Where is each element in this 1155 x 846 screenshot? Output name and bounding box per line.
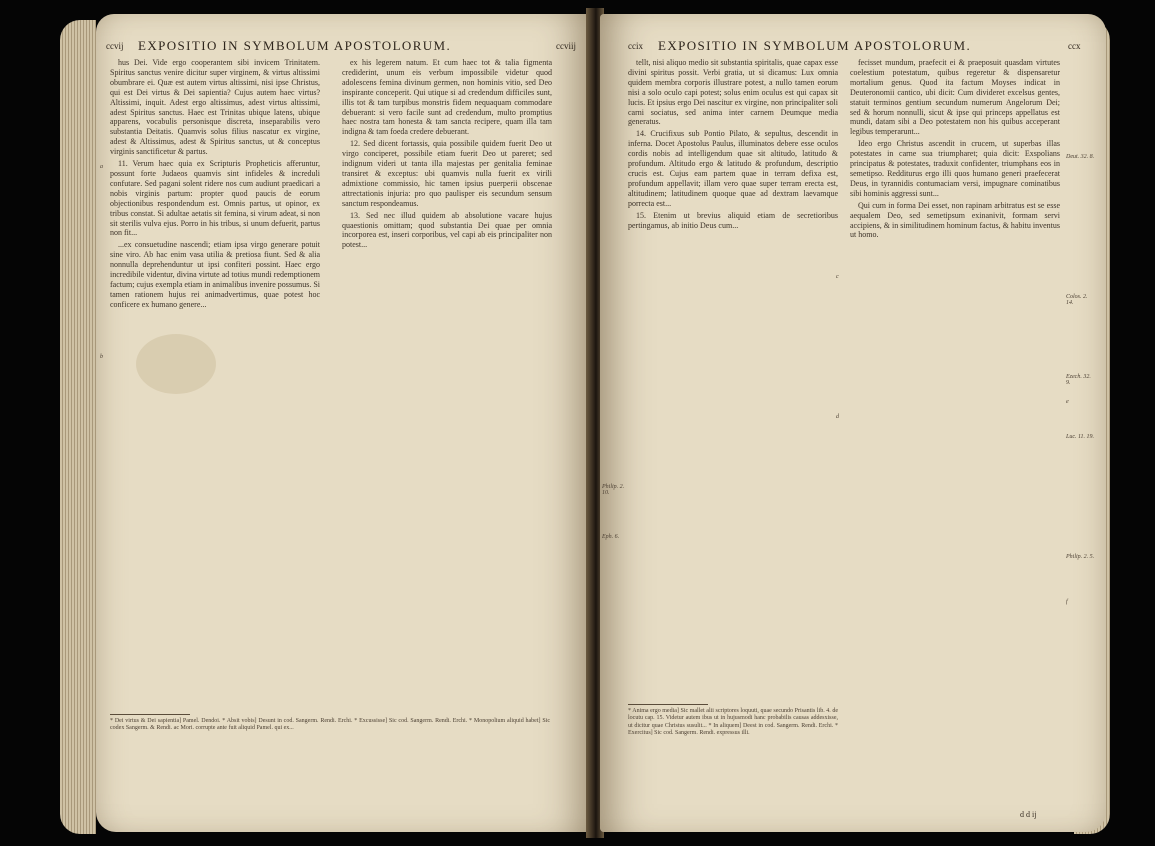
left-title: EXPOSITIO IN SYMBOLUM APOSTOLORUM.: [138, 38, 452, 53]
left-column-1: [110, 58, 320, 698]
paragraph: ...ex consuetudine nascendi; etiam ipsa virgo generare potuit sine viro. Ab hac enim vasa utilia & pretiosa fiunt. Sed & alia nonnulla deprehenduntur ut ipsi confiteri possint. Haec ergo incredibile videntur, divina virtute ad totius mundi redemptionem factum; cujus exempla etiam in animalibus invenire possumus. Si tamen rationem hujus rei animadvertimus, quae potest hoc conficere ex humano genere...: [110, 240, 320, 309]
right-footnotes: [628, 708, 838, 738]
paragraph: 15. Etenim ut brevius aliquid etiam de secretioribus pertingamus, ab initio Deus cum...: [628, 210, 838, 230]
left-page: [96, 14, 590, 832]
left-column-2: [342, 58, 552, 698]
paragraph: ex his legerem natum. Et cum haec tot & talia figmenta crediderint, unum eis verbum impossibile videtur quod adolescens femina divinum germen, non hominis vitio, sed Deo inspirante conceperit. Qui utique si ad credendum difficiles sunt, illis tot & tam turpibus monstris fidem nequaquam commodare debuerant: si vero facile sunt ad credendum, multo promptius haec nostra tam honesta & tam sancta recipere, quam illa tam indigna & tam foeda credere debuerant.: [342, 58, 552, 137]
right-page-number: ccx: [1068, 41, 1081, 51]
margin-letter: a: [100, 164, 103, 170]
left-page-number: ccvij: [106, 41, 124, 51]
left-page-edges: [60, 20, 96, 834]
paragraph: 13. Sed nec illud quidem ab absolutione vacare hujus quaestionis omittam; quod substantia Dei quae per omnia incorporea est, inseri corporibus, vel capi ab eis principaliter non potest...: [342, 210, 552, 250]
paragraph: hus Dei. Vide ergo cooperantem sibi invicem Trinitatem. Spiritus sanctus venire dicitur super virginem, & virtus altissimi obumbrare ei. Quæ est autem virtus altissimi, nisi ipse Christus, qui est Dei virtus & Dei sapientia? Cujus autem haec virtus? Altissimi, inquit. Adest ergo altissimus, adest virtus altissimi, adest Spiritus sanctus. Haec est Trinitas ubique latens, ubique apparens, vocabulis personisque discreta, inseparabilis vero substantia Deitatis. Quamvis solus filius nascatur ex virgine, adest & Altissimus, adest & Spiritus sanctus, ut & conceptus virginis sanctificetur & partus.: [110, 58, 320, 157]
margin-reference: Deut. 32. 8.: [1066, 154, 1095, 160]
right-column-2: [850, 58, 1060, 778]
margin-reference: Eph. 6.: [602, 534, 620, 540]
footnote-rule: [110, 714, 190, 715]
margin-reference: Philip. 2. 5.: [1066, 554, 1095, 560]
margin-letter: b: [100, 354, 103, 360]
paragraph: Ideo ergo Christus ascendit in crucem, ut superbas illas potestates in carne sua triumpharet; quia dicit: Exspolians principatus & potestates, traduxit confidenter, triumphans eos in semetipso. Redditurus ergo illi quos humano generi praefecerat Deus, in tyrannidis contumaciam versi, impugnare cominatibus sibi hominis aggressi sunt...: [850, 139, 1060, 198]
signature-mark: d d ij: [1020, 810, 1037, 819]
paragraph: 12. Sed dicent fortassis, quia possibile quidem fuerit Deo ut virgo conciperet, possibile etiam fuerit Deo ut pareret; sed indignum videri ut tanta illa majestas per genitalia feminae transiret & exceptus: ubi quamvis nulla fuerit ex virili admixtione commissio, hic tamen ipsius puerperii obscenae attrectationis injuria: pro quo paulisper eis secundum sensum sanctum respondeamus.: [342, 139, 552, 208]
left-page-number-2: ccviij: [556, 41, 576, 51]
paragraph: 11. Verum haec quia ex Scripturis Propheticis afferuntur, possunt forte Judaeos quamvis sint infideles & increduli confutare. Sed pagani solent ridere nos cum audiunt praedicari a nobis virginis partum: propter quod paucis de eorum objectionibus respondendum est. Omnis partus, ut opinor, ex tribus constat. Si adultae aetatis sit femina, si virum adeat, si non sit sterilis vulva ejus. Porro in his tribus, si unum defuerit, partus non fit...: [110, 159, 320, 238]
right-column-1: [628, 58, 838, 698]
open-book: [60, 8, 1110, 838]
margin-reference: Philip. 2. 10.: [602, 484, 625, 496]
margin-letter: d: [836, 414, 839, 420]
paragraph: Qui cum in forma Dei esset, non rapinam arbitratus est se esse aequalem Deo, sed semetipsum exinanivit, formam servi accipiens, & in similitudinem hominum factus, & habitu inventus ut homo.: [850, 200, 1060, 240]
right-page-number-left: ccix: [628, 41, 643, 51]
footnote-text: * Dei virtus & Dei sapientia] Pamel. Dendoi. * Absit vobis] Desunt in cod. Sangerm. Rendi. Erchi. * Excussisse] Sic cod. Sangerm. Rendi. Erchi. * Monopolium aliquid habet] Sic codex Sangerm. & Rendi. ac Mori. corrupte ante fuit aliquid Pamel. qui ex...: [110, 718, 550, 732]
right-page: [600, 14, 1106, 832]
left-footnotes: [110, 718, 550, 733]
paragraph: fecisset mundum, praefecit ei & praeposuit quasdam virtutes coelestium potestatum, quibus regeretur & dispensaretur mortalium genus. Quod ita factum Moyses indicat in Deuteronomii cantico, ubi dicit: Cum divideret excelsus gentes, statuit terminos gentium secundum numerum Angelorum Dei; sed & horum nonnulli, sicut & ipse qui princeps appellatus est mundi, datam sibi a Deo potestatem non his quibus acceperant legibus temperarunt...: [850, 58, 1060, 137]
paragraph: tellt, nisi aliquo medio sit substantia spiritalis, quae capax esse divini spiritus possit. Verbi gratia, ut si dicamus: Lux omnia quidem membra corporis illustrare potest, a nullo tamen eorum nisi a solo oculo capi potest; solus enim oculus est qui capax sit lucis. Et ipsius ergo Dei nascitur ex virgine, non principaliter soli carni sociatus, sed anima inter carnem Deumque media generatus.: [628, 58, 838, 127]
margin-letter: e: [1066, 399, 1069, 405]
margin-reference: Colos. 2. 14.: [1066, 294, 1088, 306]
margin-letter: f: [1066, 599, 1068, 605]
margin-reference: Ezech. 32. 9.: [1066, 374, 1091, 386]
paragraph: 14. Crucifixus sub Pontio Pilato, & sepultus, descendit in inferna. Docet Apostolus Paulus, illuminatos debere esse oculos cordis nobis ad intelligendum quae sit altitudo, latitudo & profundum. Altitudo ergo & latitudo & profundum, descriptio crucis est. Cujus eam partem quae in terram defixa est, profundum appellavit; illam vero quae super terram erecta est, altitudinem; latitudinem quoque quae ad dextram laevamque porrecta est...: [628, 129, 838, 208]
footnote-rule: [628, 704, 708, 705]
margin-letter: c: [836, 274, 839, 280]
margin-reference: Luc. 11. 19.: [1066, 434, 1095, 440]
right-title: EXPOSITIO IN SYMBOLUM APOSTOLORUM.: [658, 38, 972, 53]
footnote-text: * Anima ergo media] Sic mallet alii scriptores loquuti, quae secundo Prisantis lib. 4. de locutu cap. 15. Videtur autem ibus ut in hujusmodi hanc probabilis causas addesxisse, ut dicitur quae Christus susulit... * In aliquem] Deest in cod. Sangerm. Rendi. Erchi. * Exercitus] Sic cod. Sangerm. Rendi. expressus illi.: [628, 708, 838, 737]
